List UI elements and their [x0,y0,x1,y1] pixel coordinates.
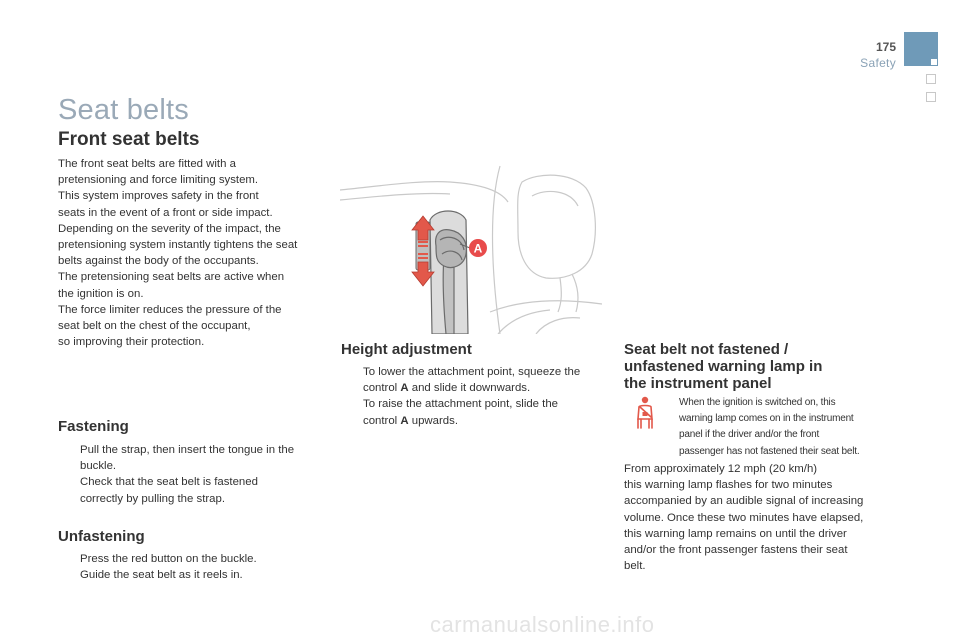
page-title: Seat belts [58,94,189,126]
text-line: The pretensioning seat belts are active when [58,271,285,284]
warning-lamp-paragraph [624,461,909,574]
section-name: Safety [860,56,896,70]
control-ref: A [400,382,409,395]
seat-belt-illustration [340,162,602,334]
fastening-heading: Fastening [58,418,129,435]
text-line: Depending on the severity of the impact, the [58,222,281,235]
watermark: carmanualsonline.info [430,612,655,637]
section-tab [904,32,938,66]
page-number: 175 [875,40,896,54]
text-line: this warning lamp flashes for two minutes [624,479,833,492]
text-line: seat belt on the chest of the occupant, [58,320,251,333]
text-line: passenger has not fastened their seat belt. [679,445,860,457]
section-tab-empty [926,92,936,102]
warning-lamp-heading: Seat belt not fastened / unfastened warning lamp in the instrument panel [624,341,823,392]
list-item: To lower the attachment point, squeeze the control A and slide it downwards. [363,366,581,395]
text-line: belts against the body of the occupants. [58,255,259,268]
control-a-label: A [473,241,483,256]
text-line: belt. [624,560,646,573]
unfastening-list [58,551,328,583]
section-tab-empty [926,74,936,84]
tab-marker [931,59,937,65]
list-item: Press the red button on the buckle. [80,553,257,565]
text-line: panel if the driver and/or the front [679,429,820,441]
text-line: pretensioning system instantly tightens the seat [58,239,298,252]
section-title: Front seat belts [58,129,200,150]
text-line: This system improves safety in the front [58,190,259,203]
text-line: this warning lamp remains on until the driver [624,527,847,540]
seat-belt-warning-icon [632,395,658,431]
text-line: and/or the front passenger fastens their seat [624,544,848,557]
unfastening-heading: Unfastening [58,528,145,545]
text-line: pretensioning and force limiting system. [58,174,259,187]
list-item: Guide the seat belt as it reels in. [80,569,243,582]
list-item: Pull the strap, then insert the tongue in the buckle. [80,444,295,473]
height-adjuster-drawing [340,162,602,334]
text-line: When the ignition is switched on, this [679,397,836,408]
intro-paragraph [58,156,328,350]
text-line: accompanied by an audible signal of increasing [624,495,864,508]
text-line: the ignition is on. [58,287,144,300]
warning-lamp-note [679,395,909,460]
control-ref: A [400,414,409,427]
text-line: volume. Once these two minutes have elapsed, [624,511,864,524]
list-item: Check that the seat belt is fastened correctly by pulling the strap. [80,476,258,505]
text-line: so improving their protection. [58,336,205,349]
list-item: To raise the attachment point, slide the control A upwards. [363,398,559,427]
text-line: From approximately 12 mph (20 km/h) [624,463,818,475]
height-adjustment-heading: Height adjustment [341,341,472,358]
fastening-list [58,442,328,507]
text-line: The front seat belts are fitted with a [58,158,236,170]
text-line: warning lamp comes on in the instrument [679,413,854,425]
height-adjustment-list [341,364,606,429]
text-line: The force limiter reduces the pressure of the [58,303,282,316]
text-line: seats in the event of a front or side impact. [58,206,273,219]
